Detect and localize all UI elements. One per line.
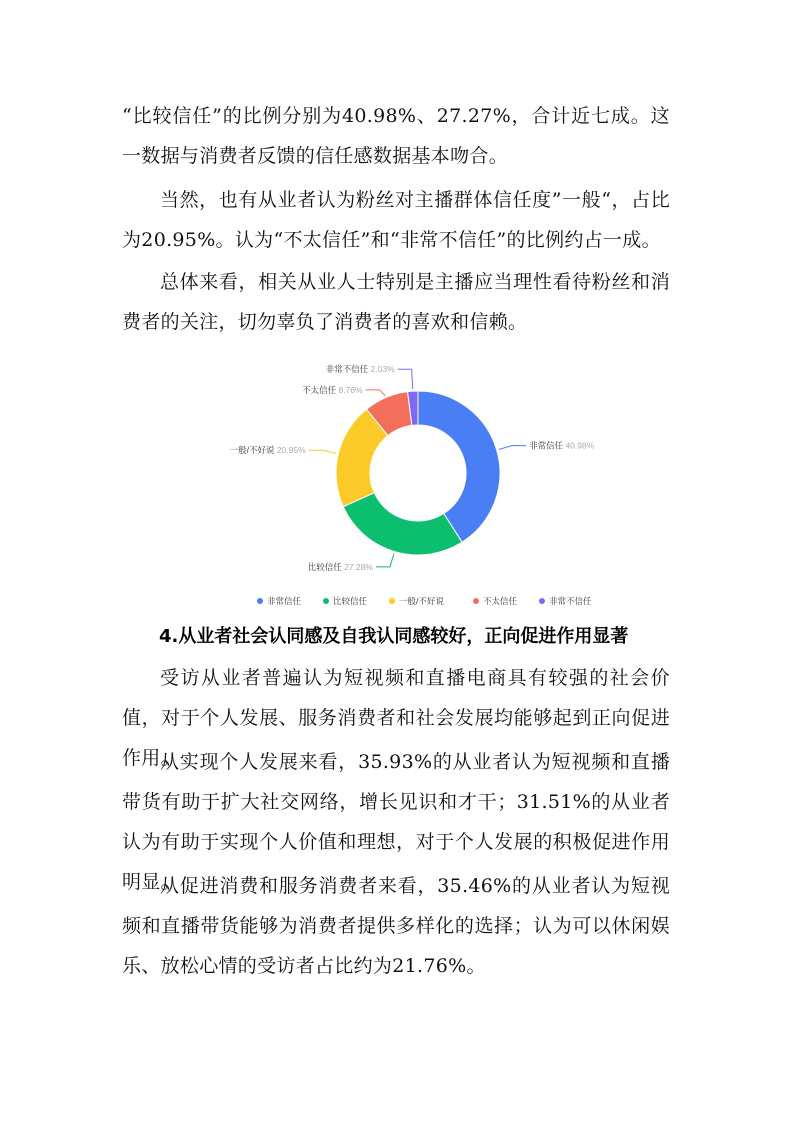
legend-marker-不太信任 [473, 598, 479, 604]
slice-label-不太信任: 不太信任 8.76% [302, 384, 363, 395]
donut-slice-比较信任 [343, 493, 462, 555]
paragraph-personal-development: 从实现个人发展来看，35.93%的从业者认为短视频和直播带货有助于扩大社交网络，增长见识和才干；31.51%的从业者认为有助于实现个人价值和理想，对于个人发展的积极促进作用明显。 [122, 751, 670, 893]
legend-marker-非常信任 [257, 598, 263, 604]
slice-label-比较信任: 比较信任 27.28% [307, 561, 373, 572]
paragraph-trust-summary: “比较信任”的比例分别为40.98%、27.27%，合计近七成。这一数据与消费者反馈的信任感数据基本吻合。 [122, 105, 670, 167]
legend-marker-非常不信任 [539, 598, 545, 604]
leader-line-不太信任 [366, 390, 385, 396]
section-heading: 4.从业者社会认同感及自我认同感较好，正向促进作用显著 [159, 626, 629, 647]
slice-label-非常信任: 非常信任 40.98% [529, 440, 595, 451]
paragraph-neutral-trust: 当然，也有从业者认为粉丝对主播群体信任度”一般“，占比为20.95%。认为“不太信任”和“非常不信任”的比例约占一成。 [122, 189, 670, 251]
trust-donut-chart [200, 364, 620, 615]
legend-label-比较信任: 比较信任 [333, 596, 368, 606]
leader-line-比较信任 [376, 553, 394, 566]
leader-line-非常不信任 [398, 369, 413, 389]
legend-marker-比较信任 [323, 598, 329, 604]
legend-label-非常信任: 非常信任 [267, 596, 302, 606]
legend-label-不太信任: 不太信任 [483, 596, 518, 606]
slice-label-非常不信任: 非常不信任 2.03% [325, 364, 395, 375]
paragraph-overall-view: 总体来看，相关从业人士特别是主播应当理性看待粉丝和消费者的关注，切勿辜负了消费者的喜欢和信赖。 [122, 271, 670, 333]
leader-line-一般-不好说 [309, 450, 337, 453]
paragraph-social-value: 受访从业者普遍认为短视频和直播电商具有较强的社会价值，对于个人发展、服务消费者和社会发展均能够起到正向促进作用。 [122, 667, 670, 769]
legend-marker-一般-不好说 [389, 598, 395, 604]
donut-chart-svg [200, 364, 620, 615]
legend-label-非常不信任: 非常不信任 [549, 596, 592, 606]
slice-label-一般-不好说: 一般/不好说 20.95% [229, 445, 306, 456]
leader-line-非常信任 [499, 446, 526, 450]
legend-label-一般-不好说: 一般/不好说 [399, 596, 444, 606]
paragraph-consumer-service: 从促进消费和服务消费者来看，35.46%的从业者认为短视频和直播带货能够为消费者提供多样化的选择；认为可以休闲娱乐、放松心情的受访者占比约为21.76%。 [122, 875, 670, 977]
